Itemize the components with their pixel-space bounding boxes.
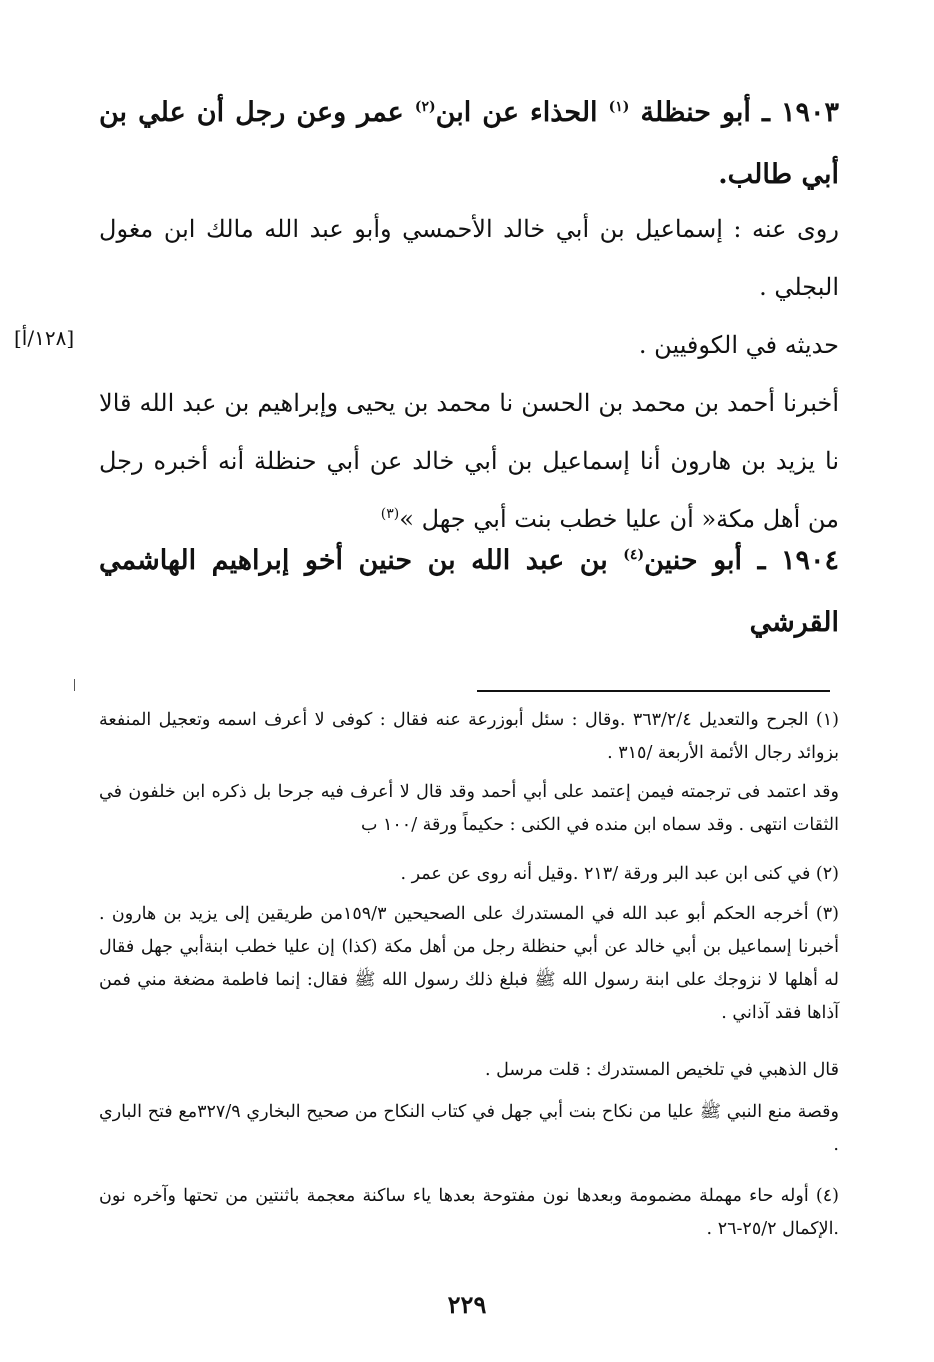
footnote-marker: (٢) — [414, 99, 436, 115]
entry-1903-heading: ١٩٠٣ ـ أبو حنظلة $^{(١)}$ الحذاء عن ابن$^{(٢)}$ عمر وعن رجل أن علي بن أبي طالب. — [99, 97, 840, 190]
footnote-3: (٣) أخرجه الحكم أبو عبد الله في المستدرك على الصحيحين ١٥٩/٣من طريقين إلى يزيد بن هارون . أخبرنا إسماعيل بن أبي خالد عن أبي حنظلة رجل من أهل مكة (كذا) إن عليا خطب ابنةأبي جهل فقال له أهلها لا نزوجك على ابنة رسول الله ﷺ فبلغ ذلك رسول الله ﷺ فقال: إنما فاطمة مضغة مني فمن آذاها فقد آذاني . — [99, 904, 839, 1023]
footnote-marker: (٣) — [380, 506, 400, 522]
entry-name-part: بن عبد الله بن حنين أخو إبراهيم الهاشمي القرشي — [99, 545, 839, 638]
footnote-separator — [477, 690, 830, 692]
isnad-paragraph — [99, 374, 839, 548]
entry-name-part: عمر وعن رجل أن علي بن أبي طالب. — [99, 97, 839, 190]
footnote-4: (٤) أوله حاء مهملة مضمومة وبعدها نون مفتوحة بعدها ياء ساكنة معجمة باثنتين من تحتها وآخره نون .الإكمال ٢٥/٢-٢٦ . — [99, 1186, 839, 1239]
footnote-marker: (١) — [608, 99, 630, 115]
footnote-3-dhahabi: قال الذهبي في تلخيص المستدرك : قلت مرسل . — [484, 1060, 839, 1080]
page-number: ٢٢٩ — [447, 1290, 487, 1319]
hadith-location: حديثه في الكوفيين . — [638, 331, 839, 359]
entry-number: ١٩٠٤ — [780, 545, 839, 576]
footnote-2: (٢) في كنى ابن عبد البر ورقة /٢١٣ .وقيل أنه روى عن عمر . — [400, 864, 839, 884]
entry-name-part: الحذاء عن ابن — [435, 97, 598, 128]
entry-number: ١٩٠٣ — [781, 97, 840, 128]
footnote-1: (١) الجرح والتعديل ٣٦٣/٢/٤ .وقال : سئل أبوزرعة عنه فقال : كوفى لا أعرف اسمه وتعجيل المنفعة بزوائد رجال الأئمة الأربعة /٣١٥ . — [99, 710, 839, 763]
margin-mark — [74, 679, 75, 691]
manuscript-folio-reference: [١٢٨/أ] — [14, 326, 75, 350]
entry-name-part: أبو حنين — [644, 545, 743, 576]
footnote-3-bukhari: وقصة منع النبي ﷺ عليا من نكاح بنت أبي جهل في كتاب النكاح من صحيح البخاري ٣٢٧/٩مع فتح الباري . — [99, 1102, 839, 1155]
entry-name-part: أبو حنظلة — [640, 97, 751, 128]
entry-1904-heading: ١٩٠٤ ـ أبو حنين$^{(٤)}$ بن عبد الله بن حنين أخو إبراهيم الهاشمي القرشي — [99, 545, 839, 638]
narrators-paragraph: روى عنه : إسماعيل بن أبي خالد الأحمسي وأبو عبد الله مالك ابن مغول البجلي . — [99, 215, 839, 301]
isnad-text: أخبرنا أحمد بن محمد بن الحسن نا محمد بن يحيى وإبراهيم بن عبد الله قالا نا يزيد بن هارون أنا إسماعيل بن أبي خالد عن أبي حنظلة أنه أخبره رجل من أهل مكة« أن عليا خطب بنت أبي جهل » — [99, 389, 839, 533]
footnote-marker: (٤) — [623, 547, 645, 563]
footnote-1-continued: وقد اعتمد فى ترجمته فيمن إعتمد على أبي أحمد وقد قال لا أعرف فيه جرحا بل ذكره ابن خلفون في الثقات انتهى . وقد سماه ابن منده في الكنى : حكيماً ورقة /١٠٠ ب — [99, 782, 839, 835]
